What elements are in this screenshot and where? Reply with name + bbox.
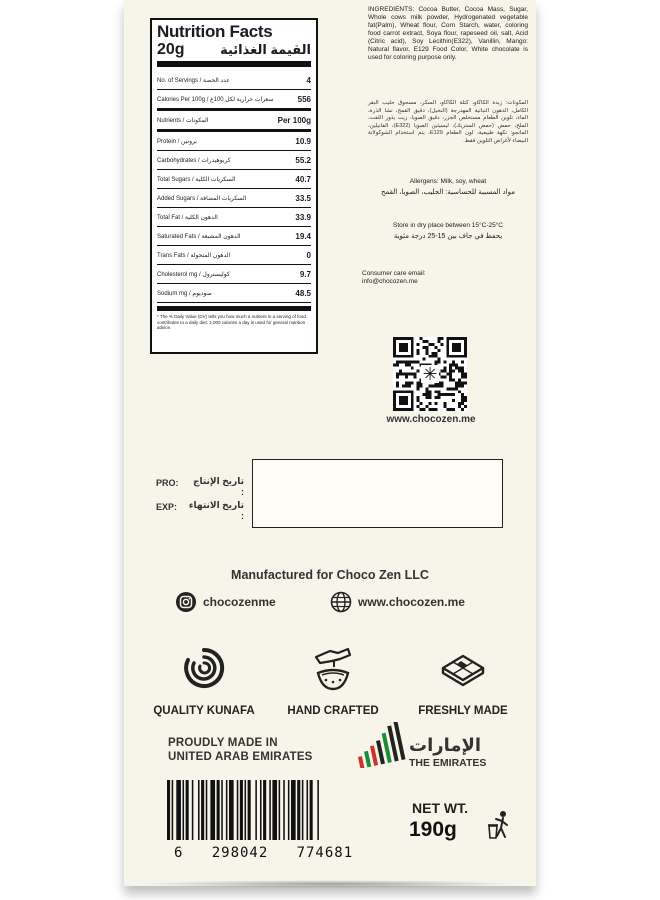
nutrition-row (157, 71, 311, 90)
feature-label: FRESHLY MADE (418, 705, 508, 717)
ingredients-english: INGREDIENTS: Cocoa Butter, Cocoa Mass, Sugar, Whole cows milk powder, Hydrogenated vegetable fat(Palm), Wheat flour, Corn Starch, water, coloring food carrot extract, Soya flour, rapeseed oil, salt, Acid (Citric acid), Soy Lecithin(E322), Vanillin, Mango: Natural flavor, E129 Food Color, White chocolate is used for coloring purpose only. (368, 6, 528, 61)
instagram-handle-text: chocozenme (203, 595, 276, 609)
uae-emblem-icon (354, 722, 408, 768)
hand-crafted-icon (310, 643, 356, 693)
feature-label: HAND CRAFTED (287, 705, 379, 717)
nutrition-facts-panel (150, 18, 318, 354)
nutrition-row-label: Protein / بروتين (157, 138, 197, 145)
nutrition-row-label: Total Fat / الدهون الكلية (157, 214, 218, 221)
nutrition-row-value: 48.5 (295, 288, 311, 298)
nutrition-row (157, 170, 311, 189)
feature-label: QUALITY KUNAFA (153, 705, 255, 717)
serving-size: 20g (157, 41, 185, 58)
nutrition-footnote: * The % Daily Value (DV) tells you how much a nutrient in a serving of food contributes to a daily diet. 2,000 calories a day is used for general nutrition advice. (157, 314, 306, 330)
nutrition-row (157, 132, 311, 151)
qr-logo-icon: ✳ (422, 363, 438, 384)
consumer-care-label: Consumer care email: (362, 270, 426, 277)
storage-english: Store in dry place between 15°C-25°C (393, 222, 503, 229)
nutrition-row-value: 0 (306, 250, 311, 260)
nutrition-title-arabic: القيمة الغذائية (220, 42, 311, 57)
nutrition-row-value: 33.5 (295, 193, 311, 203)
nutrition-row-label: Carbohydrates / كربوهيدرات (157, 157, 231, 164)
nutrition-row-value: Per 100g (277, 115, 311, 125)
consumer-care-email: info@chocozen.me (362, 278, 418, 285)
storage-arabic: يحفظ في جاف بين 15-25 درجة مئوية (393, 233, 503, 240)
net-weight-label: NET WT. (412, 800, 468, 816)
nutrition-row (157, 189, 311, 208)
nutrition-row-label: Trans Fats / الدهون المتحولة (157, 252, 231, 259)
nutrition-row-value: 55.2 (295, 155, 311, 165)
nutrition-row (157, 151, 311, 170)
nutrition-row-value: 10.9 (295, 136, 311, 146)
nutrition-row-label: Added Sugars / السكريات المضافة (157, 195, 247, 202)
feature-hand-crafted (273, 640, 393, 717)
feature-quality-kunafa (144, 640, 264, 717)
origin-statement (168, 736, 313, 764)
nutrition-row-value: 40.7 (295, 174, 311, 184)
feature-freshly-made (403, 640, 523, 717)
nutrition-rows (157, 71, 311, 303)
instagram-icon (175, 591, 197, 613)
package-shadow (140, 880, 520, 888)
exp-label: EXP: (156, 502, 178, 512)
nutrition-row (157, 284, 311, 303)
storage-block (368, 222, 528, 241)
origin-line-1: PROUDLY MADE IN (168, 737, 278, 749)
nutrition-row-value: 9.7 (299, 269, 311, 279)
nutrition-row-label: Calories Per 100g / سعرات حرارية لكل 100غ (157, 96, 274, 103)
nutrition-row-label: Sodium mg / صوديوم (157, 290, 212, 297)
barcode (167, 780, 367, 840)
nutrition-divider (157, 306, 311, 311)
exp-label-arabic: تاريخ الانتهاء : (188, 500, 244, 521)
manufacturer-text: Manufactured for Choco Zen LLC (231, 568, 429, 582)
tidy-man-recycle-icon (487, 810, 511, 840)
nutrition-row (157, 90, 311, 111)
nutrition-row-value: 33.9 (295, 212, 311, 222)
nutrition-title: Nutrition Facts (157, 22, 273, 41)
qr-code[interactable] (393, 337, 467, 411)
website-link-text: www.chocozen.me (358, 595, 465, 609)
website-link[interactable] (330, 591, 465, 613)
pro-label-arabic: تاريخ الإنتاج : (192, 476, 244, 497)
nutrition-row (157, 208, 311, 227)
nutrition-row-label: Cholesterol mg / كوليسترول (157, 271, 230, 278)
net-weight-value: 190g (409, 818, 457, 841)
nutrition-row-value: 19.4 (295, 231, 311, 241)
nutrition-row-label: Nutrients / المكونات (157, 117, 209, 124)
nutrition-row (157, 246, 311, 265)
kunafa-swirl-icon (182, 646, 226, 690)
consumer-care-block (362, 270, 522, 286)
nutrition-row-label: Saturated Fats / الدهون المشبعة (157, 233, 241, 240)
nutrition-row-value: 4 (306, 75, 311, 85)
nutrition-subheader (157, 41, 311, 67)
instagram-handle[interactable] (175, 591, 276, 613)
chocolate-bar-icon (439, 648, 487, 688)
barcode-number: 6 298042 774681 (174, 845, 354, 861)
emirates-arabic: الإمارات (409, 735, 482, 755)
origin-line-2: UNITED ARAB EMIRATES (168, 751, 313, 763)
pro-label: PRO: (156, 478, 179, 488)
nutrition-row (157, 111, 311, 132)
nutrition-row-label: No. of Servings / عدد الحصة (157, 77, 230, 84)
date-stamp-box (252, 459, 503, 528)
ingredients-arabic: المكونات: زبدة الكاكاو، كتلة الكاكاو، السكر، مسحوق حليب البقر الكامل، الدهون النباتية المهدرجة (النخيل)، دقيق القمح، نشا الذرة، الماء، تلوين الطعام مستخلص الجزر، دقيق الصويا، زيت بذور اللفت، الملح، حمض (حمض الستريك)، ليسيثين الصويا (E322)، الفانيلين، المانجو: نكهة طبيعية، لون الطعام E129، يتم استخدام الشوكولاتة البيضاء لأغراض التلوين فقط. (368, 100, 528, 144)
nutrition-row (157, 265, 311, 284)
allergens-english: Allergens: Milk, soy, wheat (409, 178, 487, 185)
globe-icon (330, 591, 352, 613)
allergens-block (368, 178, 528, 197)
allergens-arabic: مواد المسببة للحساسية: الحليب، الصويا، القمح (381, 189, 515, 196)
website-text[interactable]: www.chocozen.me (386, 414, 476, 425)
nutrition-row-label: Total Sugars / السكريات الكلية (157, 176, 236, 183)
emirates-english: THE EMIRATES (409, 757, 487, 769)
nutrition-row-value: 556 (297, 94, 311, 104)
nutrition-row (157, 227, 311, 246)
